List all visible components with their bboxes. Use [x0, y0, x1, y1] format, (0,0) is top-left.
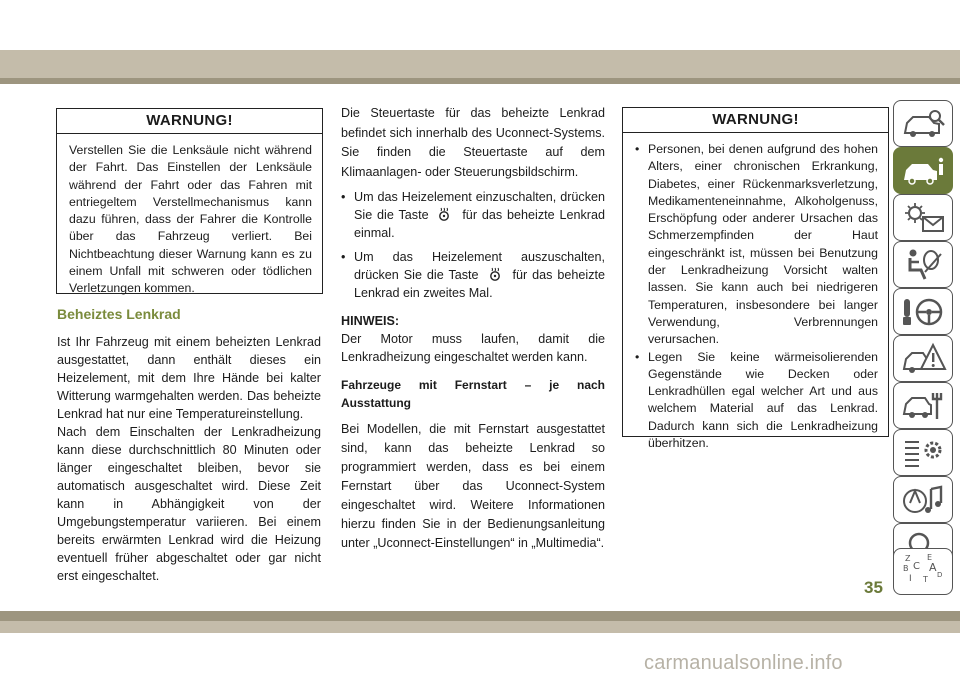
heated-wheel-icon [488, 267, 502, 281]
index-letter: D [937, 571, 943, 579]
paragraph-control-button: Die Steuertaste für das beheizte Lenkrad befindet sich innerhalb des Uconnect-Systems. Sie finden die Steuertaste auf dem Klimaanlagen- oder Steuerungsbildschirm. [341, 106, 605, 179]
warning-box-heated-wheel [622, 107, 889, 451]
tab-steering-wheel-key[interactable] [893, 288, 953, 335]
section-title: Beheiztes Lenkrad [57, 306, 181, 322]
bullet-turn-off-text-a: Um das Heizelement auszuschalten, drücken Sie die Taste [354, 250, 605, 282]
tab-car-warning[interactable] [893, 335, 953, 382]
tab-specifications[interactable] [893, 429, 953, 476]
left-column-text [57, 305, 321, 585]
warning-bullet: • Legen Sie keine wärmeisolierenden Gegenstände wie Decken oder Lenkradhüllen egal welcher Art und aus welchem Material auf das Lenkrad. Dadurch kann sich die Lenkradheizung überhitzen. [635, 349, 878, 451]
heated-wheel-icon [437, 207, 451, 221]
tab-airbag-seat[interactable] [893, 241, 953, 288]
tab-warning-lights[interactable] [893, 194, 953, 241]
middle-column-text [341, 104, 605, 553]
remote-start-subheading: Fahrzeuge mit Fernstart – je nach Ausstattung [341, 378, 605, 410]
tab-index[interactable] [893, 548, 953, 595]
car-service-icon [901, 389, 947, 423]
tab-car-info[interactable] [893, 147, 953, 194]
index-letter: T [923, 575, 928, 584]
bullet-turn-on-text-a: Um das Heizelement einzuschalten, drücken Sie die Taste [354, 190, 605, 222]
warning-text: Verstellen Sie die Lenksäule nicht während der Fahrt. Das Einstellen der Lenksäule während der Fahrt oder das Fahren mit entriegeltem Verstellmechanismus kann dazu führen, dass der Fahrer die Kontrolle über das Fahrzeug verliert. Bei Nichtbeachtung dieser Warnung kann es zu einem Unfall mit schweren oder tödlichen Verletzungen kommen. [69, 143, 312, 296]
bullet-turn-on: • Um das Heizelement einzuschalten, drücken Sie die Taste für das beheizte Lenkrad einmal. [341, 190, 606, 240]
note-text: Der Motor muss laufen, damit die Lenkradheizung eingeschaltet werden kann. [341, 332, 605, 364]
warning-title: WARNUNG! [623, 108, 888, 133]
footer-band [0, 611, 960, 621]
warning-box-steering-column [56, 108, 323, 294]
car-search-icon [901, 107, 947, 141]
index-letter: E [927, 553, 933, 562]
airbag-seat-icon [901, 248, 947, 282]
paragraph-heated-wheel: Ist Ihr Fahrzeug mit einem beheizten Lenkrad ausgestattet, dann enthält dieses ein Heizelement, mit dem Ihre Hände bei kalter Witterung warmgehalten werden. Das beheizte Lenkrad hat nur eine Temperatureinstellung. [57, 335, 321, 421]
header-band [0, 50, 960, 84]
page-number: 35 [864, 578, 883, 597]
index-icon [901, 551, 947, 585]
index-letter: C [913, 561, 920, 572]
index-letter: I [909, 574, 912, 584]
warning-lights-icon [901, 201, 947, 235]
tab-multimedia[interactable] [893, 476, 953, 523]
warning-bullet-text: Personen, bei denen aufgrund des hohen Alters, einer chronischen Erkrankung, Diabetes, einer Rückenmarksverletzung, Medikamenteneinnahme, Alkoholgenuss, Erschöpfung oder anderer Ursachen das Schmerzempfinden der Haut eingeschränkt ist, müssen bei Benutzung der Lenkradheizung Vorsicht walten lassen. Sie kann auch bei niedrigeren Temperaturen, insbesondere bei langer Verwendung, Verbrennungen verursachen. [648, 142, 878, 347]
index-letter: Z [905, 554, 911, 563]
car-warning-icon [901, 342, 947, 376]
warning-list [623, 133, 888, 460]
car-info-icon [901, 154, 947, 188]
bullet-turn-on-text-b: für das beheizte Lenkrad einmal. [354, 208, 606, 240]
tab-car-search[interactable] [893, 100, 953, 147]
steering-wheel-key-icon [901, 295, 947, 329]
warning-title: WARNUNG! [57, 109, 322, 134]
specifications-gear-icon [901, 436, 947, 470]
remote-start-text: Bei Modellen, die mit Fernstart ausgestattet sind, kann das beheizte Lenkrad so programmiert werden, dass es bei einem Fernstart über das Uconnect-System eingeschaltet wird. Weitere Informationen hierzu finden Sie in der Bedienungsanleitung unter „Uconnect-Einstellungen“ in „Multimedia“. [341, 422, 605, 550]
bullet-turn-off: • Um das Heizelement auszuschalten, drücken Sie die Taste für das beheizte Lenkrad ein zweites Mal. [341, 250, 606, 300]
watermark: carmanualsonline.info [644, 652, 843, 674]
note-label: HINWEIS: [341, 314, 400, 328]
bullet-turn-off-text-b: für das beheizte Lenkrad ein zweites Mal. [354, 268, 606, 300]
index-letter: A [929, 561, 937, 574]
warning-bullet-text: Legen Sie keine wärmeisolierenden Gegenstände wie Decken oder Lenkradhüllen egal welcher Art und aus welchem Material auf das Lenkrad. Dadurch kann sich die Lenkradheizung überhitzen. [648, 349, 878, 451]
warning-bullet: • Personen, bei denen aufgrund des hohen Alters, einer chronischen Erkrankung, Diabetes, einer Rückenmarksverletzung, Medikamenteneinnahme, Alkoholgenuss, Erschöpfung oder anderer Ursachen das Schmerzempfinden der Haut eingeschränkt ist, müssen bei Benutzung der Lenkradheizung Vorsicht walten lassen. Sie kann auch bei niedrigeren Temperaturen, insbesondere bei langer Verwendung, Verbrennungen verursachen. [635, 142, 878, 347]
tab-car-service[interactable] [893, 382, 953, 429]
multimedia-icon [901, 483, 947, 517]
paragraph-heating-duration: Nach dem Einschalten der Lenkradheizung kann diese durchschnittlich 80 Minuten oder länger eingeschaltet bleiben, bevor sie automatisch ausgeschaltet wird. Diese Zeit kann in Abhängigkeit von der Umgebungstemperatur variieren. Bei einem bereits erwärmten Lenkrad wird die Heizung eventuell früher abgeschaltet oder gar nicht erst eingeschaltet. [57, 425, 321, 583]
index-letter: B [903, 564, 909, 573]
